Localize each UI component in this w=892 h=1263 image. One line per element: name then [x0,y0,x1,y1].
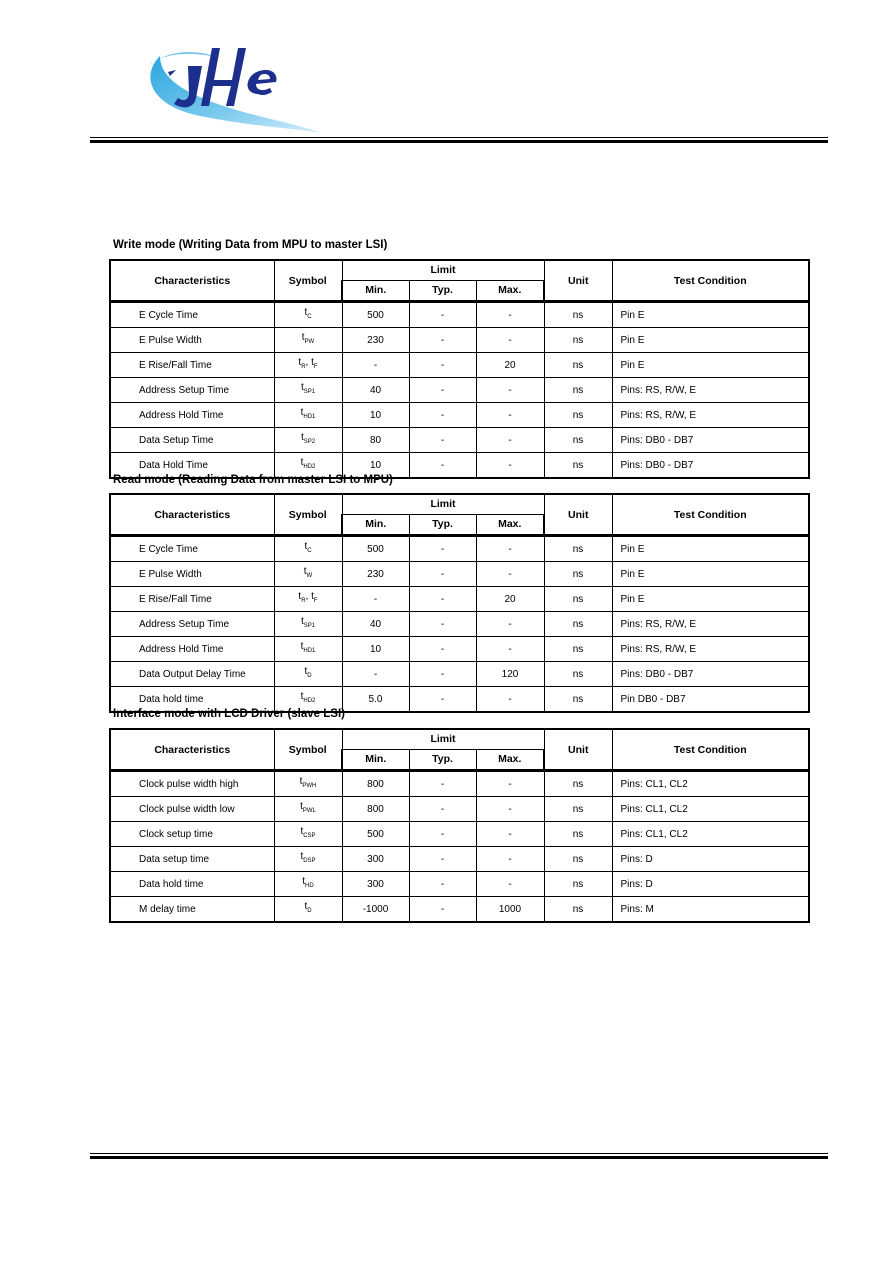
header-unit: Unit [544,260,612,302]
characteristic-cell: Address Hold Time [110,637,274,662]
table-row [110,847,809,872]
min-cell: 300 [342,872,409,897]
test-condition-cell: Pin E [612,562,809,587]
header-max: Max. [476,281,544,302]
characteristic-cell: Data Hold Time [110,453,274,479]
symbol-cell [274,797,342,822]
symbol: $t_{DSP}$ [300,851,316,864]
symbol-cell [274,378,342,403]
symbol: $t_C$ [304,541,312,554]
min-cell: - [342,353,409,378]
max-cell: - [476,687,544,713]
unit-cell: ns [544,587,612,612]
table-row [110,328,809,353]
write-mode-title: Write mode (Writing Data from MPU to master LSI) [113,239,388,251]
min-cell: 10 [342,637,409,662]
header-symbol: Symbol [274,260,342,302]
max-cell: - [476,302,544,328]
test-condition-cell: Pins: CL1, CL2 [612,797,809,822]
symbol: $t_{CSP}$ [300,826,316,839]
characteristic-cell: E Cycle Time [110,536,274,562]
unit-cell: ns [544,536,612,562]
header-characteristics: Characteristics [110,729,274,771]
table-row [110,822,809,847]
table-row [110,428,809,453]
test-condition-cell: Pins: DB0 - DB7 [612,662,809,687]
unit-cell: ns [544,403,612,428]
symbol: $t_R$, $t_F$ [298,591,318,604]
symbol: $t_{HD2}$ [300,457,316,470]
min-cell: 800 [342,797,409,822]
typ-cell: - [409,428,476,453]
max-cell: - [476,378,544,403]
header-rule [90,137,828,143]
symbol-cell [274,897,342,923]
table-row [110,637,809,662]
header-min: Min. [342,515,409,536]
characteristic-cell: M delay time [110,897,274,923]
table-body [110,302,809,479]
header-limit: Limit [342,729,544,750]
test-condition-cell: Pins: RS, R/W, E [612,378,809,403]
header-max: Max. [476,750,544,771]
header-test-condition: Test Condition [612,494,809,536]
max-cell: - [476,453,544,479]
max-cell: - [476,612,544,637]
unit-cell: ns [544,378,612,403]
min-cell: 300 [342,847,409,872]
characteristic-cell: Clock pulse width low [110,797,274,822]
symbol-cell [274,428,342,453]
header-limit: Limit [342,260,544,281]
characteristic-cell: Data hold time [110,687,274,713]
table-row [110,378,809,403]
max-cell: - [476,797,544,822]
max-cell: - [476,536,544,562]
interface-mode-table [109,728,810,923]
table-row [110,662,809,687]
min-cell: 80 [342,428,409,453]
min-cell: - [342,662,409,687]
max-cell: - [476,403,544,428]
table-row [110,353,809,378]
unit-cell: ns [544,453,612,479]
typ-cell: - [409,378,476,403]
min-cell: 500 [342,822,409,847]
test-condition-cell: Pins: CL1, CL2 [612,822,809,847]
max-cell: 120 [476,662,544,687]
symbol: $t_D$ [304,901,312,914]
symbol: $t_{PWH}$ [299,776,317,789]
symbol-cell [274,872,342,897]
symbol: $t_{HD1}$ [300,641,316,654]
test-condition-cell: Pins: DB0 - DB7 [612,453,809,479]
symbol: $t_{SP1}$ [300,382,316,395]
table-row [110,302,809,328]
table-row [110,536,809,562]
min-cell: 230 [342,562,409,587]
unit-cell: ns [544,797,612,822]
test-condition-cell: Pins: D [612,847,809,872]
max-cell: - [476,428,544,453]
header-min: Min. [342,750,409,771]
characteristic-cell: Address Setup Time [110,378,274,403]
read-mode-title: Read mode (Reading Data from master LSI to MPU) [113,474,393,486]
characteristic-cell: E Rise/Fall Time [110,353,274,378]
symbol: $t_{HD}$ [302,876,314,889]
characteristic-cell: Clock pulse width high [110,771,274,797]
symbol-cell [274,403,342,428]
symbol-cell [274,302,342,328]
symbol: $t_C$ [304,307,312,320]
header-test-condition: Test Condition [612,729,809,771]
symbol: $t_{HD2}$ [300,691,316,704]
typ-cell: - [409,822,476,847]
max-cell: 1000 [476,897,544,923]
max-cell: 20 [476,587,544,612]
symbol: $t_R$, $t_F$ [298,357,318,370]
max-cell: - [476,637,544,662]
typ-cell: - [409,637,476,662]
typ-cell: - [409,797,476,822]
symbol-cell [274,662,342,687]
interface-mode-title: Interface mode with LCD Driver (slave LSI) [113,708,345,720]
test-condition-cell: Pin E [612,353,809,378]
typ-cell: - [409,897,476,923]
header-max: Max. [476,515,544,536]
max-cell: - [476,562,544,587]
table-row [110,897,809,923]
unit-cell: ns [544,637,612,662]
symbol-cell [274,612,342,637]
unit-cell: ns [544,822,612,847]
footer-rule [90,1153,828,1159]
characteristic-cell: Address Setup Time [110,612,274,637]
typ-cell: - [409,612,476,637]
table-row [110,587,809,612]
symbol: $t_{SP2}$ [300,432,316,445]
typ-cell: - [409,453,476,479]
symbol-cell [274,847,342,872]
typ-cell: - [409,328,476,353]
unit-cell: ns [544,328,612,353]
typ-cell: - [409,562,476,587]
table-row [110,612,809,637]
symbol: $t_{PWL}$ [300,801,316,814]
unit-cell: ns [544,771,612,797]
typ-cell: - [409,302,476,328]
min-cell: -1000 [342,897,409,923]
typ-cell: - [409,536,476,562]
symbol: $t_{PW}$ [301,332,315,345]
unit-cell: ns [544,662,612,687]
min-cell: 10 [342,453,409,479]
typ-cell: - [409,662,476,687]
symbol-cell [274,562,342,587]
unit-cell: ns [544,847,612,872]
table-row [110,797,809,822]
test-condition-cell: Pin E [612,302,809,328]
max-cell: 20 [476,353,544,378]
test-condition-cell: Pins: RS, R/W, E [612,612,809,637]
typ-cell: - [409,847,476,872]
min-cell: 40 [342,612,409,637]
header-min: Min. [342,281,409,302]
unit-cell: ns [544,687,612,713]
unit-cell: ns [544,353,612,378]
typ-cell: - [409,353,476,378]
characteristic-cell: E Pulse Width [110,562,274,587]
table-row [110,403,809,428]
max-cell: - [476,771,544,797]
symbol: $t_W$ [303,566,313,579]
header-typ: Typ. [409,515,476,536]
header-characteristics: Characteristics [110,260,274,302]
unit-cell: ns [544,612,612,637]
test-condition-cell: Pins: DB0 - DB7 [612,428,809,453]
header-typ: Typ. [409,281,476,302]
symbol-cell [274,353,342,378]
test-condition-cell: Pins: M [612,897,809,923]
symbol: $t_D$ [304,666,312,679]
characteristic-cell: Clock setup time [110,822,274,847]
header-limit: Limit [342,494,544,515]
symbol-cell [274,637,342,662]
min-cell: 800 [342,771,409,797]
typ-cell: - [409,771,476,797]
test-condition-cell: Pins: RS, R/W, E [612,637,809,662]
min-cell: 10 [342,403,409,428]
test-condition-cell: Pin DB0 - DB7 [612,687,809,713]
test-condition-cell: Pin E [612,536,809,562]
test-condition-cell: Pins: D [612,872,809,897]
max-cell: - [476,872,544,897]
header-unit: Unit [544,729,612,771]
characteristic-cell: Data hold time [110,872,274,897]
characteristic-cell: Data Output Delay Time [110,662,274,687]
min-cell: 500 [342,536,409,562]
min-cell: 5.0 [342,687,409,713]
test-condition-cell: Pins: RS, R/W, E [612,403,809,428]
company-logo [140,36,330,140]
unit-cell: ns [544,562,612,587]
min-cell: - [342,587,409,612]
min-cell: 230 [342,328,409,353]
header-test-condition: Test Condition [612,260,809,302]
header-symbol: Symbol [274,729,342,771]
characteristic-cell: Data Setup Time [110,428,274,453]
symbol-cell [274,771,342,797]
table-body [110,536,809,713]
table-row [110,872,809,897]
header-unit: Unit [544,494,612,536]
min-cell: 500 [342,302,409,328]
write-mode-table [109,259,810,479]
test-condition-cell: Pins: CL1, CL2 [612,771,809,797]
jhe-logo-icon [140,36,330,140]
max-cell: - [476,328,544,353]
max-cell: - [476,847,544,872]
table-row [110,771,809,797]
characteristic-cell: E Pulse Width [110,328,274,353]
unit-cell: ns [544,302,612,328]
symbol-cell [274,822,342,847]
characteristic-cell: Address Hold Time [110,403,274,428]
characteristic-cell: E Cycle Time [110,302,274,328]
characteristic-cell: Data setup time [110,847,274,872]
test-condition-cell: Pin E [612,587,809,612]
symbol: $t_{HD1}$ [300,407,316,420]
symbol: $t_{SP1}$ [300,616,316,629]
symbol-cell [274,328,342,353]
unit-cell: ns [544,897,612,923]
max-cell: - [476,822,544,847]
characteristic-cell: E Rise/Fall Time [110,587,274,612]
table-body [110,771,809,923]
min-cell: 40 [342,378,409,403]
typ-cell: - [409,687,476,713]
table-row [110,562,809,587]
symbol-cell [274,536,342,562]
typ-cell: - [409,872,476,897]
typ-cell: - [409,403,476,428]
test-condition-cell: Pin E [612,328,809,353]
header-symbol: Symbol [274,494,342,536]
read-mode-table [109,493,810,713]
header-characteristics: Characteristics [110,494,274,536]
typ-cell: - [409,587,476,612]
unit-cell: ns [544,872,612,897]
symbol-cell [274,587,342,612]
header-typ: Typ. [409,750,476,771]
unit-cell: ns [544,428,612,453]
